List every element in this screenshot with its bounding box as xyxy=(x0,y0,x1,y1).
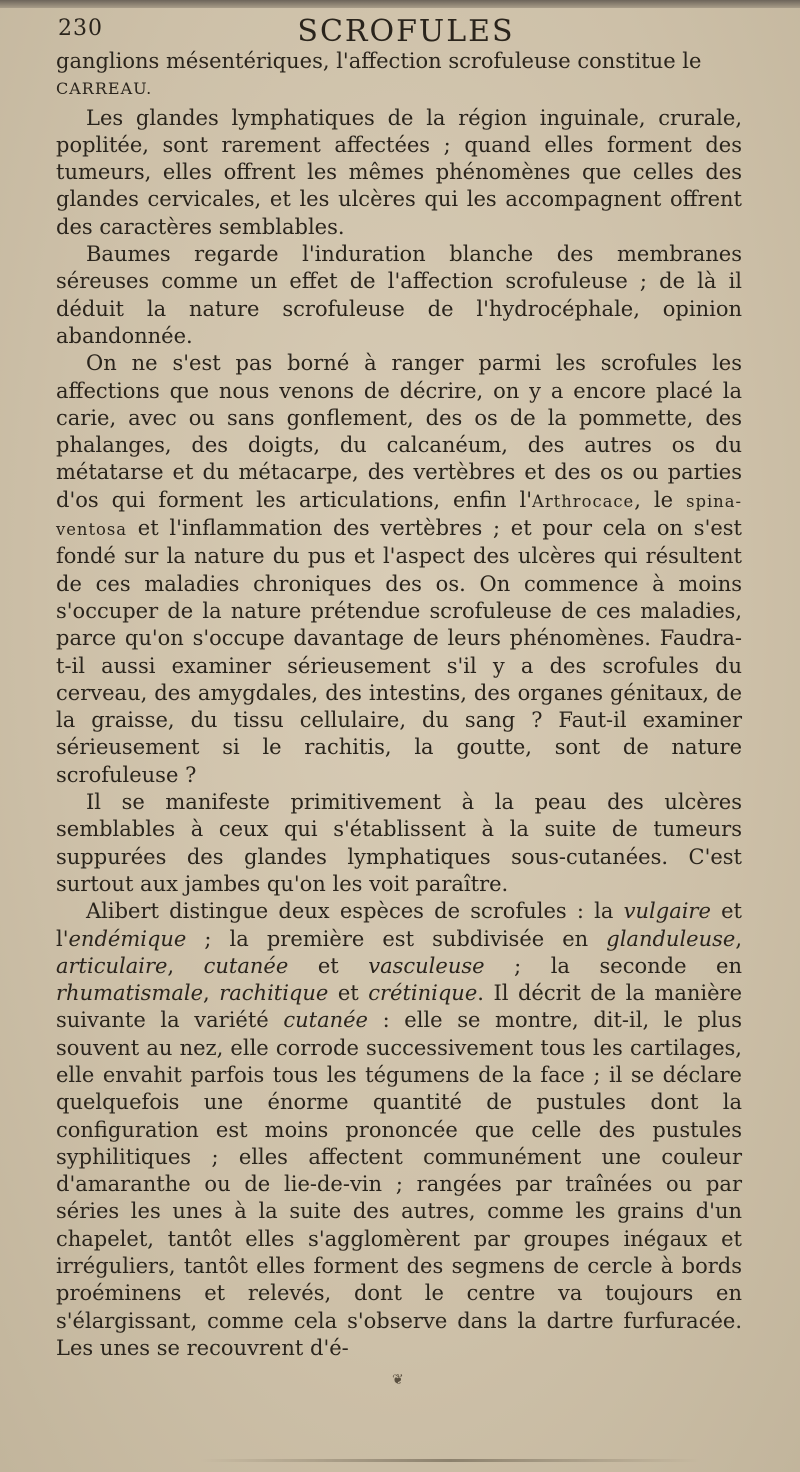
p6-term-vasculeuse: vasculeuse xyxy=(368,953,485,978)
arthrocace-term: Arthrocace xyxy=(532,491,635,511)
p6-term-articulaire: articulaire xyxy=(56,953,168,978)
p6-t5: , xyxy=(167,953,204,978)
p6-term-cutanee: cutanée xyxy=(203,953,289,978)
p6-term-rhumatismale: rhumatismale xyxy=(56,981,204,1006)
p6-t1: Alibert distingue deux espèces de scrofules : la xyxy=(86,899,624,924)
spina-ventosa-term: spina-ventosa xyxy=(56,491,742,540)
p6-t10: . Il décrit de la manière suivante la variété xyxy=(56,981,742,1033)
p6-term-cretinique: crétinique xyxy=(368,981,478,1006)
paragraph-4 xyxy=(56,350,742,789)
p6-term-vulgaire: vulgaire xyxy=(623,899,711,924)
p6-t11: : elle se montre, dit-il, le plus souvent au nez, elle corrode successivement tous les cartilages, elle envahit parfois tous les tégumens de la face ; il se déclare quelquefois une énorme quantité de pustules dont la configuration est moins prononcée que celle des pustules syphilitiques ; elles affectent communément une couleur d'amaranthe ou de lie-de-vin ; rangées par traînées ou par séries les unes à la suite des autres, comme les grains d'un chapelet, tantôt elles s'agglomèrent par groupes inégaux et irréguliers, tantôt elles forment des segmens de cercle à bords proéminens et relevés, dont le centre va toujours en s'élargissant, comme cela s'observe dans la dartre furfuracée. Les unes se recouvrent d'é- xyxy=(56,1008,742,1360)
paragraph-5: Il se manifeste primitivement à la peau des ulcères semblables à ceux qui s'établissent à la suite de tumeurs suppurées des glandes lymphatiques sous-cutanées. C'est surtout aux jambes qu'on les voit paraître. xyxy=(56,790,742,896)
paragraph-1 xyxy=(56,48,742,103)
p6-t6: et xyxy=(288,953,369,978)
p6-term-rachitique: rachitique xyxy=(219,981,329,1006)
running-title: SCROFULES xyxy=(297,14,515,49)
p6-term-glanduleuse: glanduleuse xyxy=(606,926,736,951)
p6-t9: et xyxy=(328,981,369,1006)
page-number: 230 xyxy=(58,16,103,41)
ornament-icon: ❦ xyxy=(392,1372,404,1388)
p6-t8: , xyxy=(203,981,220,1006)
carreau-label: CARREAU. xyxy=(56,79,153,99)
paragraph-4-part-a: On ne s'est pas borné à ranger parmi les scrofules les affections que nous venons de décrire, on y a encore placé la carie, avec ou sans gonflement, des os de la pommette, des phalanges, des doigts, du calcanéum, des autres os du métatarse et du métacarpe, des vertèbres et des os ou parties d'os qui forment les articulations, enfin l' xyxy=(56,351,742,512)
p6-t3: ; la première est subdivisée en xyxy=(186,926,607,951)
p6-t4: , xyxy=(735,926,742,951)
paragraph-6 xyxy=(56,898,742,1362)
p6-t2: et l' xyxy=(56,899,742,951)
p6-term-endemique: endémique xyxy=(68,926,187,951)
paragraph-3: Baumes regarde l'induration blanche des membranes séreuses comme un effet de l'affection scrofuleuse ; de là il déduit la nature scrofuleuse de l'hydrocéphale, opinion abandonnée. xyxy=(56,242,742,348)
paragraph-2: Les glandes lymphatiques de la région inguinale, crurale, poplitée, sont rarement affectées ; quand elles forment des tumeurs, elles offrent les mêmes phénomènes que celles des glandes cervicales, et les ulcères qui les accompagnent offrent des caractères semblables. xyxy=(56,105,742,239)
page-header xyxy=(52,6,760,49)
body-text xyxy=(56,48,742,1362)
paragraph-1-text: ganglions mésentériques, l'affection scrofuleuse constitue le xyxy=(56,49,702,73)
p6-t7: ; la seconde en xyxy=(484,953,742,978)
paragraph-4-part-c: et l'inflammation des vertèbres ; et pour cela on s'est fondé sur la nature du pus et l'aspect des ulcères qui résultent de ces maladies chroniques des os. On commence à moins s'occuper de la nature prétendue scrofuleuse de ces maladies, parce qu'on s'occupe davantage de leurs phénomènes. Faudra-t-il aussi examiner sérieusement s'il y a des scrofules du cerveau, des amygdales, des intestins, des organes génitaux, de la graisse, du tissu cellulaire, du sang ? Faut-il examiner sérieusement si le rachitis, la goutte, sont de nature scrofuleuse ? xyxy=(56,516,742,787)
p6-term-cutanee-2: cutanée xyxy=(283,1008,368,1033)
page-bottom-edge xyxy=(200,1459,700,1462)
paragraph-4-part-b: , le xyxy=(634,487,687,512)
